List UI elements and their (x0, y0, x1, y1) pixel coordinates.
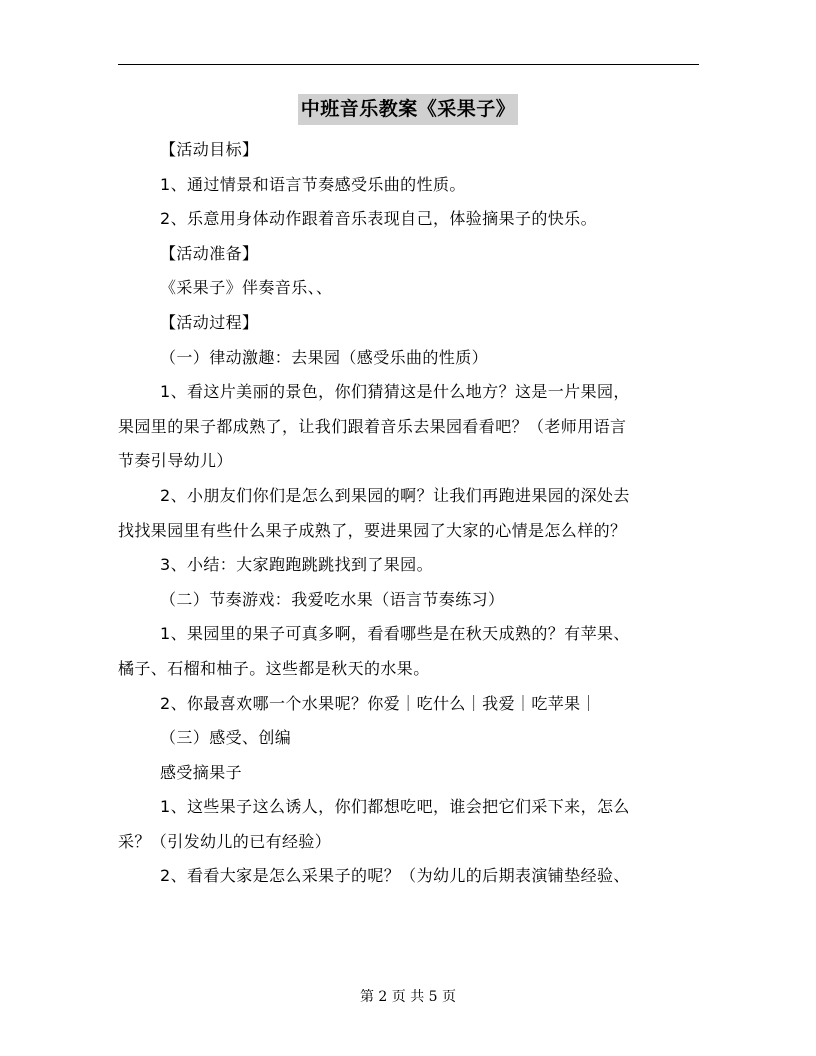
paragraph-line: 3、小结：大家跑跑跳跳找到了果园。 (160, 555, 433, 575)
paragraph-line: 找找果园里有些什么果子成熟了，要进果园了大家的心情是怎么样的？ (118, 520, 627, 540)
section-heading-preparation: 【活动准备】 (160, 243, 259, 263)
goal-item-1: 1、通过情景和语言节奏感受乐曲的性质。 (160, 174, 466, 194)
document-title: 中班音乐教案《采果子》 (298, 94, 519, 125)
paragraph-line: 节奏引导幼儿） (118, 451, 233, 471)
subheading-picking: 感受摘果子 (160, 762, 243, 782)
paragraph-line: 果园里的果子都成熟了，让我们跟着音乐去果园看看吧？（老师用语言 (118, 416, 627, 436)
title-container (0, 94, 816, 125)
section-heading-process: 【活动过程】 (160, 312, 259, 332)
paragraph-line: 采？（引发幼儿的已有经验） (118, 831, 332, 851)
document-body (118, 133, 699, 894)
process-step-1-heading: （一）律动激趣：去果园（感受乐曲的性质） (160, 347, 489, 367)
goal-item-2: 2、乐意用身体动作跟着音乐表现自己，体验摘果子的快乐。 (160, 209, 597, 229)
paragraph-line: 1、看这片美丽的景色，你们猜猜这是什么地方？这是一片果园， (160, 382, 630, 402)
process-step-3-heading: （三）感受、创编 (160, 728, 292, 748)
header-rule (118, 64, 699, 65)
paragraph-line: 1、果园里的果子可真多啊，看看哪些是在秋天成熟的？有苹果、 (160, 624, 630, 644)
paragraph-line: 2、看看大家是怎么采果子的呢？（为幼儿的后期表演铺垫经验、 (160, 866, 630, 886)
preparation-item: 《采果子》伴奏音乐、、 (160, 278, 333, 298)
process-step-2-heading: （二）节奏游戏：我爱吃水果（语言节奏练习） (160, 589, 505, 609)
paragraph-line: 1、这些果子这么诱人，你们都想吃吧，谁会把它们采下来，怎么 (160, 797, 630, 817)
paragraph-line: 2、小朋友们你们是怎么到果园的啊？让我们再跑进果园的深处去 (160, 485, 630, 505)
paragraph-line: 2、你最喜欢哪一个水果呢？你爱｜吃什么｜我爱｜吃苹果｜ (160, 693, 597, 713)
page-footer: 第 2 页 共 5 页 (359, 989, 457, 1005)
section-heading-goals: 【活动目标】 (160, 140, 259, 159)
paragraph-line: 橘子、石榴和柚子。这些都是秋天的水果。 (118, 658, 430, 678)
